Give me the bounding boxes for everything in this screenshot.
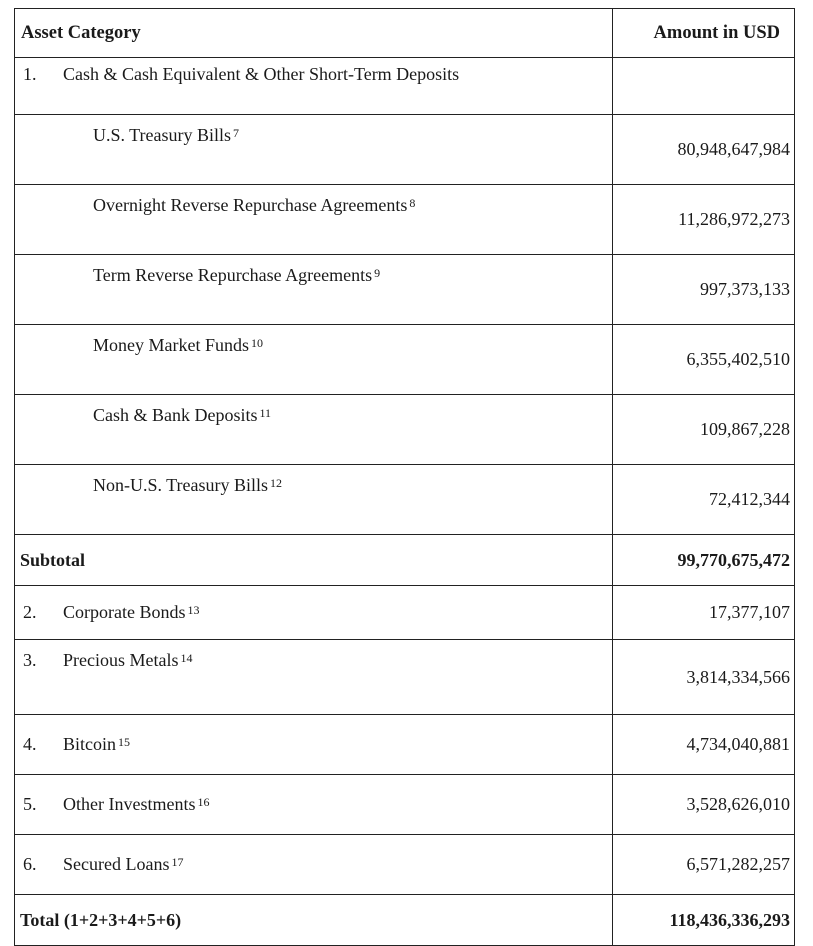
section-label	[15, 58, 613, 115]
row-label: Corporate Bonds	[63, 602, 186, 622]
total-amount: 118,436,336,293	[613, 895, 795, 946]
asset-table	[14, 8, 795, 946]
row-label: Cash & Bank Deposits	[93, 405, 258, 425]
row-number: 1.	[23, 64, 37, 84]
row-number: 3.	[23, 650, 37, 670]
table-row	[15, 255, 795, 325]
footnote-ref: 7	[233, 126, 240, 140]
row-amount: 6,571,282,257	[613, 835, 795, 895]
row-label: Term Reverse Repurchase Agreements	[93, 265, 373, 285]
table-row	[15, 395, 795, 465]
table-row	[15, 465, 795, 535]
row-amount: 3,528,626,010	[613, 775, 795, 835]
table-row	[15, 835, 795, 895]
row-label: Money Market Funds	[93, 335, 249, 355]
table-row	[15, 586, 795, 640]
table-row	[15, 115, 795, 185]
row-amount: 4,734,040,881	[613, 715, 795, 775]
subtotal-row	[15, 535, 795, 586]
row-label: Non-U.S. Treasury Bills	[93, 475, 269, 495]
header-asset-category: Asset Category	[15, 9, 613, 58]
section-row-cash	[15, 58, 795, 115]
footnote-ref: 9	[374, 266, 381, 280]
section-amount	[613, 58, 795, 115]
row-amount: 3,814,334,566	[613, 640, 795, 715]
row-number: 2.	[23, 602, 37, 622]
footnote-ref: 10	[251, 336, 263, 350]
row-amount: 6,355,402,510	[613, 325, 795, 395]
footnote-ref: 14	[180, 651, 193, 665]
row-amount: 72,412,344	[613, 465, 795, 535]
row-amount: 11,286,972,273	[613, 185, 795, 255]
subtotal-label: Subtotal	[15, 535, 613, 586]
table-row	[15, 185, 795, 255]
total-row	[15, 895, 795, 946]
table-row	[15, 640, 795, 715]
row-amount: 17,377,107	[613, 586, 795, 640]
total-label: Total (1+2+3+4+5+6)	[15, 895, 613, 946]
row-number: 5.	[23, 794, 37, 814]
footnote-ref: 8	[409, 196, 416, 210]
table-row	[15, 715, 795, 775]
header-row	[15, 9, 795, 58]
footnote-ref: 11	[259, 406, 272, 420]
row-amount: 80,948,647,984	[613, 115, 795, 185]
row-amount: 997,373,133	[613, 255, 795, 325]
table-row	[15, 775, 795, 835]
row-label: Overnight Reverse Repurchase Agreements	[93, 195, 408, 215]
row-number: 6.	[23, 854, 37, 874]
row-amount: 109,867,228	[613, 395, 795, 465]
footnote-ref: 16	[197, 795, 210, 809]
row-label: Secured Loans	[63, 854, 170, 874]
subtotal-amount: 99,770,675,472	[613, 535, 795, 586]
footnote-ref: 17	[171, 855, 184, 869]
footnote-ref: 15	[118, 735, 130, 749]
row-label: Cash & Cash Equivalent & Other Short-Term Deposits	[63, 64, 460, 84]
header-amount: Amount in USD	[613, 9, 795, 58]
footnote-ref: 12	[270, 476, 283, 490]
row-label: Other Investments	[63, 794, 196, 814]
row-label: U.S. Treasury Bills	[93, 125, 232, 145]
row-number: 4.	[23, 734, 37, 754]
row-label: Precious Metals	[63, 650, 179, 670]
row-label: Bitcoin	[63, 734, 116, 754]
footnote-ref: 13	[187, 603, 200, 617]
table-row	[15, 325, 795, 395]
